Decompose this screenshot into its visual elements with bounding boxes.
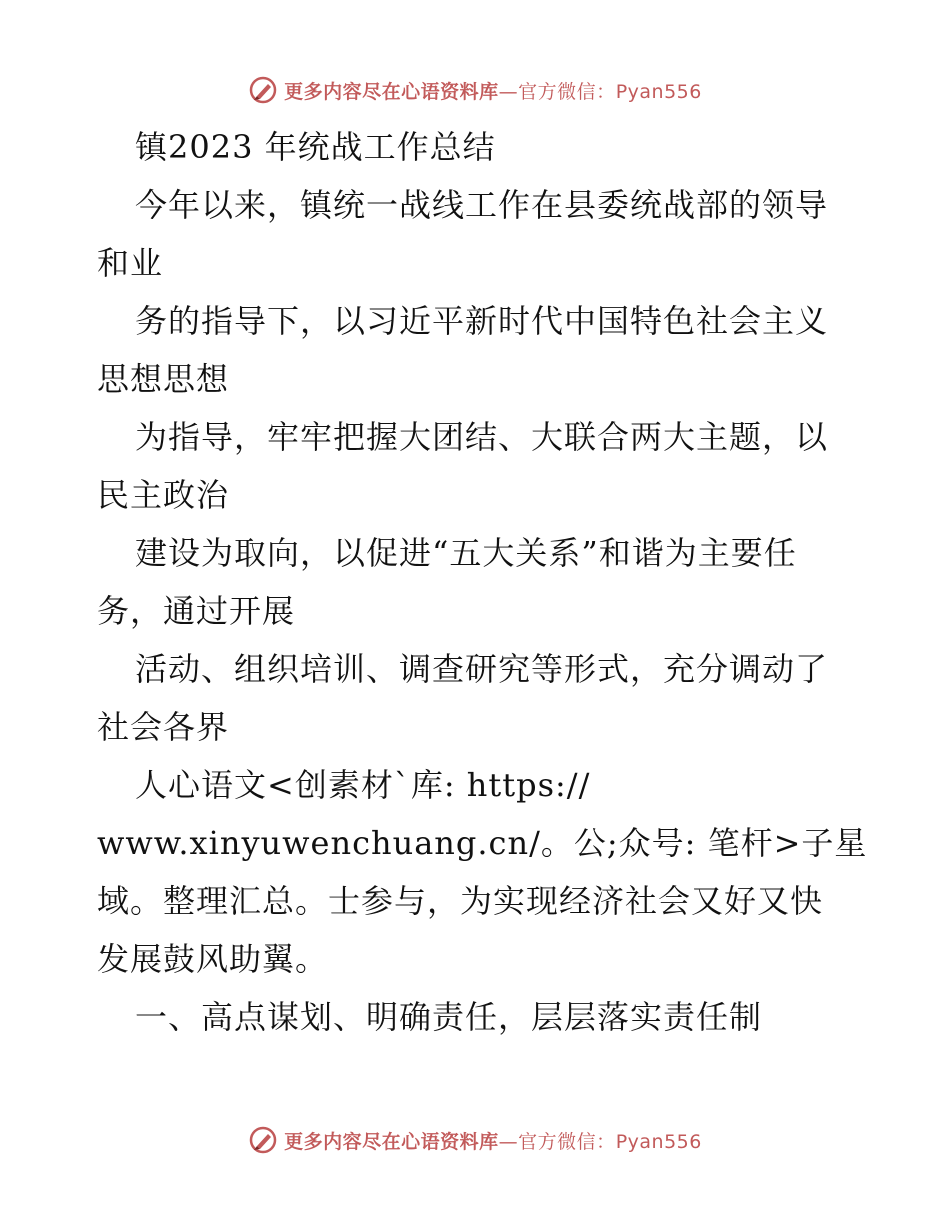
banner-wechat-label: 官方微信： (518, 80, 616, 103)
paragraph-line: 建设为取向，以促进“五大关系”和谐为主要任 (135, 534, 797, 572)
paragraph-line: 为指导，牢牢把握大团结、大联合两大主题，以 (135, 418, 829, 456)
paragraph-line: 人心语文<创素材`库: https:// (135, 766, 591, 804)
document-title: 镇2023 年统战工作总结 (135, 128, 496, 166)
banner-separator: — (498, 80, 519, 103)
paragraph-line: 民主政治 (97, 476, 230, 514)
paragraph-line: 活动、组织培训、调查研究等形式，充分调动了 (135, 650, 829, 688)
banner-separator: — (498, 1130, 519, 1153)
paragraph-line: 发展鼓风助翼。 (97, 940, 329, 978)
banner-title: 更多内容尽在心语资料库 (284, 80, 499, 103)
paragraph-line: 今年以来，镇统一战线工作在县委统战部的领导 (135, 186, 829, 224)
banner-wechat-label: 官方微信： (518, 1130, 616, 1153)
pen-circle-logo-icon (248, 1125, 278, 1155)
banner-title: 更多内容尽在心语资料库 (284, 1130, 499, 1153)
paragraph-line: 务的指导下，以习近平新时代中国特色社会主义 (135, 302, 829, 340)
header-banner (0, 70, 950, 110)
footer-banner (0, 1120, 950, 1160)
document-body (97, 118, 868, 1046)
section-heading: 一、高点谋划、明确责任，层层落实责任制 (135, 998, 763, 1036)
paragraph-line: 务，通过开展 (97, 592, 296, 630)
paragraph-line: 域。整理汇总。士参与，为实现经济社会又好又快 (97, 882, 824, 920)
pen-circle-logo-icon (248, 75, 278, 105)
banner-wechat-id: Pyan556 (615, 80, 702, 103)
banner-text (284, 1127, 702, 1154)
paragraph-line: www.xinyuwenchuang.cn/。公;众号: 笔杆>子星 (97, 824, 868, 862)
paragraph-line: 思想思想 (97, 360, 230, 398)
paragraph-line: 社会各界 (97, 708, 230, 746)
banner-text (284, 77, 702, 104)
banner-wechat-id: Pyan556 (615, 1130, 702, 1153)
paragraph-line: 和业 (97, 244, 164, 282)
